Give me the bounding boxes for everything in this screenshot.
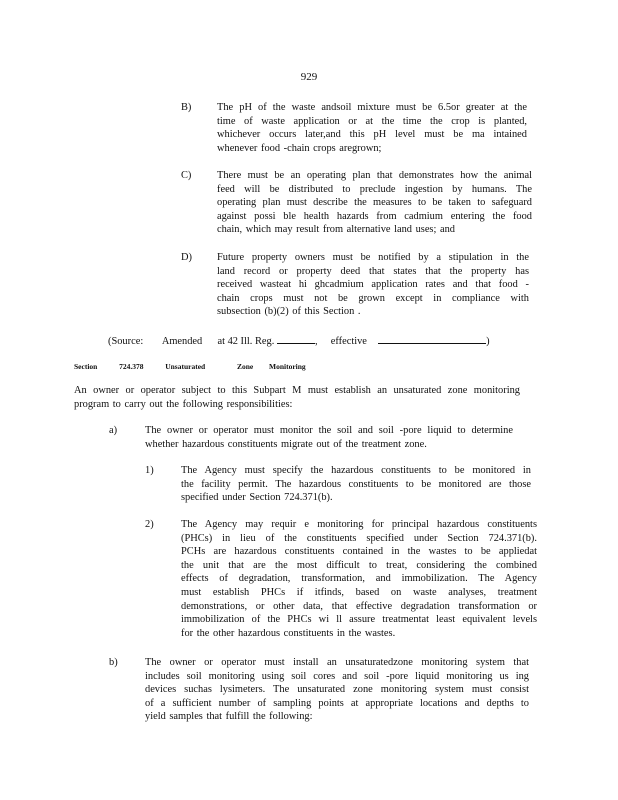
subsection-label: a) xyxy=(109,425,118,436)
subsection-text xyxy=(145,656,529,724)
text-line: land record or property deed that states that the property has xyxy=(217,265,529,277)
section-title-word: Unsaturated xyxy=(165,362,206,371)
text-line: the facility permit. The hazardous constituents to be monitored are those xyxy=(181,478,531,490)
text-line: time of waste application or at the time the crop is planted, xyxy=(217,115,527,127)
item-text xyxy=(181,464,531,505)
text-line: specified under Section 724.371(b). xyxy=(181,492,333,504)
source-note xyxy=(108,333,490,349)
text-line: for the other hazardous constituents in the wastes. xyxy=(181,627,396,639)
text-line: program to carry out the following responsibilities: xyxy=(74,398,293,410)
section-title-word: Zone xyxy=(236,362,254,371)
text-line: devices suchas lysimeters. The unsaturated zone monitoring system must consist xyxy=(145,684,529,696)
text-line: of a sufficient number of sampling points at appropriate locations and depths to xyxy=(145,697,529,709)
section-number: 724.378 xyxy=(119,362,144,371)
text-line: Future property owners must be notified by a stipulation in the xyxy=(217,252,529,263)
text-line: yield samples that fulfill the following: xyxy=(145,711,313,723)
item-label: 2) xyxy=(145,519,154,530)
item-text xyxy=(217,169,532,237)
text-line: The pH of the waste andsoil mixture must be 6.5or greater at the xyxy=(217,102,527,113)
text-line: whenever food -chain crops aregrown; xyxy=(217,142,382,154)
source-effective: effective xyxy=(330,336,367,347)
text-line: subsection (b)(2) of this Section . xyxy=(217,306,361,318)
text-line: The owner or operator must install an unsaturatedzone monitoring system that xyxy=(145,657,529,668)
text-line: (PHCs) in lieu of the constituents specified under Section 724.371(b). xyxy=(181,532,537,544)
source-close: ) xyxy=(486,336,490,347)
text-line: The owner or operator must monitor the soil and soil -pore liquid to determine xyxy=(145,425,513,436)
item-text xyxy=(181,518,537,640)
subsection-text xyxy=(145,424,513,451)
source-amended: Amended xyxy=(161,336,203,347)
text-line: An owner or operator subject to this Subpart M must establish an unsaturated zone monitoring xyxy=(74,385,520,396)
section-heading xyxy=(74,360,306,374)
text-line: operating plan must describe the measures to be taken to safeguard xyxy=(217,197,532,209)
text-line: There must be an operating plan that demonstrates how the animal xyxy=(217,170,532,181)
text-line: must establish PHCs if itfinds, based on waste analyses, treatment xyxy=(181,586,537,598)
text-line: PCHs are hazardous constituents contained in the wastes to be appliedat xyxy=(181,546,537,558)
section-title-word: Monitoring xyxy=(269,362,306,371)
text-line: the unit that are the most difficult to treat, considering the combined xyxy=(181,559,537,571)
register-blank xyxy=(277,333,315,344)
section-label: Section xyxy=(74,362,98,371)
subsection-label: b) xyxy=(109,657,118,668)
item-label: D) xyxy=(181,252,192,263)
source-prefix: (Source: xyxy=(108,336,144,347)
intro-paragraph xyxy=(74,384,520,411)
text-line: whichever occurs later,and this pH level must be ma intained xyxy=(217,129,527,141)
source-comma: , xyxy=(314,336,318,347)
source-register: at 42 Ill. Reg. xyxy=(217,336,275,347)
page-number: 929 xyxy=(300,71,318,83)
item-label: B) xyxy=(181,102,192,113)
text-line: demonstrations, or other data, that effective degradation transformation or xyxy=(181,600,537,612)
item-text xyxy=(217,251,529,319)
text-line: effects of degradation, transformation, and immobilization. The Agency xyxy=(181,573,537,585)
text-line: chain, which may result from alternative land uses; and xyxy=(217,224,455,236)
text-line: immobilization of the PHCs wi ll assure treatmentat least equivalent levels xyxy=(181,614,537,626)
text-line: feed will be distributed to preclude ingestion by humans. The xyxy=(217,183,532,195)
effective-blank xyxy=(378,333,486,344)
item-text xyxy=(217,101,527,155)
text-line: whether hazardous constituents migrate out of the treatment zone. xyxy=(145,438,427,450)
text-line: includes soil monitoring using soil cores and soil -pore liquid monitoring us ing xyxy=(145,670,529,682)
item-label: C) xyxy=(181,170,192,181)
text-line: The Agency must specify the hazardous constituents to be monitored in xyxy=(181,465,531,476)
text-line: against possi ble health hazards from cadmium entering the food xyxy=(217,210,532,222)
text-line: The Agency may requir e monitoring for principal hazardous constituents xyxy=(181,519,537,530)
text-line: received wasteat hi ghcadmium application rates and that food - xyxy=(217,279,529,291)
item-label: 1) xyxy=(145,465,154,476)
text-line: chain crops must not be grown except in compliance with xyxy=(217,292,529,304)
